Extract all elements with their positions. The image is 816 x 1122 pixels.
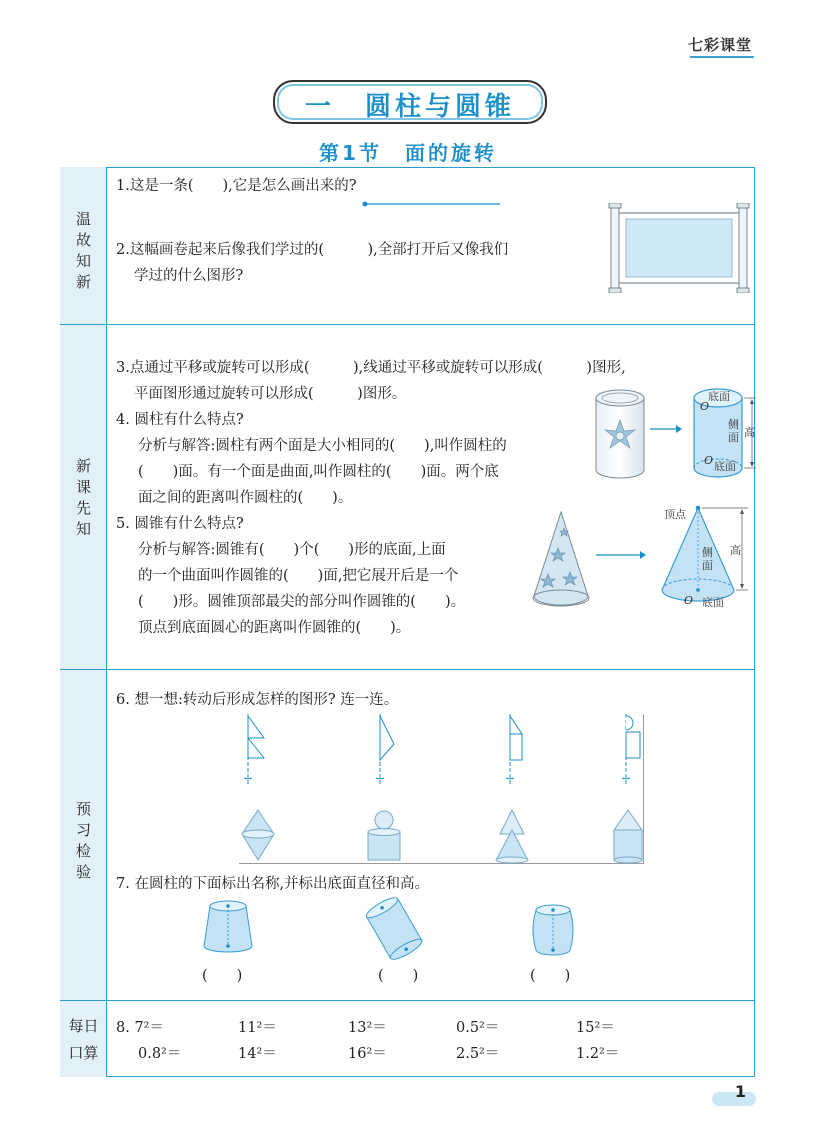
question-5-answer-4: 顶点到底面圆心的距离叫作圆锥的( )。 [138, 620, 411, 636]
side-label-check: 预习检验 [75, 800, 91, 881]
side-label-preview: 新课先知 [75, 457, 91, 538]
question-2-line1: 2.这幅画卷起来后像我们学过的( ),全部打开后又像我们 [116, 242, 509, 258]
chapter-title-box [273, 80, 547, 124]
chapter-title: 一 圆柱与圆锥 [304, 92, 515, 122]
cylinder-label-height: 高 [744, 426, 755, 439]
calc-1-2: 11²＝ [238, 1020, 277, 1036]
question-1: 1.这是一条( ),它是怎么画出来的? [116, 178, 357, 194]
calc-2-1: 0.8²＝ [138, 1046, 182, 1062]
sphere-on-cylinder-solid [364, 808, 404, 864]
side-cell-preview [60, 324, 107, 669]
side-label-review: 温故知新 [75, 210, 91, 291]
question-5-answer-2: 的一个曲面叫作圆锥的( )面,把它展开后是一个 [138, 568, 459, 584]
cone-label-height: 高 [730, 544, 741, 557]
matching-area [239, 714, 644, 864]
cone-on-cylinder-solid [610, 808, 646, 864]
arrow-icon-cylinder [648, 422, 682, 436]
calc-2-4: 2.5²＝ [456, 1046, 500, 1062]
calc-1-3: 13²＝ [348, 1020, 387, 1036]
calc-1-1: 8. 7²＝ [116, 1020, 164, 1036]
question-4-answer-2: ( )面。有一个面是曲面,叫作圆柱的( )面。两个底 [138, 464, 499, 480]
cylinder-label-o-bottom: O [704, 454, 714, 467]
question-4: 4. 圆柱有什么特点? [116, 412, 244, 428]
party-hat-cone-picture [530, 508, 592, 610]
side-label-mental-1: 每日 [68, 1017, 99, 1035]
rotation-shape-2 [370, 714, 400, 790]
cylinder-rounded [528, 900, 578, 958]
question-4-answer-1: 分析与解答:圆柱有两个面是大小相同的( ),叫作圆柱的 [138, 438, 507, 454]
question-5-answer-1: 分析与解答:圆锥有( )个( )形的底面,上面 [138, 542, 446, 558]
cone-label-bottom: 底面 [702, 596, 724, 609]
cone-label-side: 侧面 [702, 546, 713, 572]
stacked-cones-solid [494, 808, 530, 864]
question-3-line2: 平面图形通过旋转可以形成( )图形。 [134, 386, 407, 402]
ray-figure [360, 198, 505, 210]
rotation-shape-1 [238, 714, 268, 790]
q7-blank-3[interactable]: ( ) [530, 968, 571, 984]
divider-3 [60, 1000, 755, 1001]
side-cell-mental [60, 1000, 107, 1077]
side-label-mental [60, 1016, 107, 1064]
cylinder-label-side: 侧面 [728, 418, 739, 444]
calc-2-2: 14²＝ [238, 1046, 277, 1062]
q7-blank-2[interactable]: ( ) [378, 968, 419, 984]
arrow-icon-cone [594, 548, 646, 562]
question-4-answer-3: 面之间的距离叫作圆柱的( )。 [138, 490, 353, 506]
calc-1-4: 0.5²＝ [456, 1020, 500, 1036]
question-6: 6. 想一想:转动后形成怎样的图形? 连一连。 [116, 692, 399, 708]
question-3-line1: 3.点通过平移或旋转可以形成( ),线通过平移或旋转可以形成( )图形, [116, 360, 626, 376]
question-7: 7. 在圆柱的下面标出名称,并标出底面直径和高。 [116, 876, 430, 892]
cylinder-upright [200, 898, 256, 958]
double-cone-solid [240, 808, 276, 864]
side-label-mental-2: 口算 [68, 1044, 99, 1062]
page-number: 1 [734, 1082, 746, 1101]
question-2-line2: 学过的什么图形? [134, 268, 244, 284]
cylinder-label-o-top: O [700, 400, 710, 413]
side-cell-check [60, 669, 107, 1000]
side-cell-review [60, 167, 107, 324]
rotation-shape-4 [616, 714, 646, 790]
calc-2-5: 1.2²＝ [576, 1046, 620, 1062]
q7-blank-1[interactable]: ( ) [202, 968, 243, 984]
cylinder-tilted [364, 896, 426, 960]
question-5: 5. 圆锥有什么特点? [116, 516, 244, 532]
brand-logo: 七彩课堂 [687, 36, 752, 54]
scroll-painting-icon [606, 203, 752, 293]
question-5-answer-3: ( )形。圆锥顶部最尖的部分叫作圆锥的( )。 [138, 594, 466, 610]
cone-label-apex: 顶点 [664, 508, 686, 521]
cylinder-label-top-base: 底面 [708, 390, 730, 403]
cylinder-label-bottom-base: 底面 [714, 460, 736, 473]
calc-1-5: 15²＝ [576, 1020, 615, 1036]
can-cylinder-picture [592, 386, 648, 482]
cone-label-o: O [684, 594, 694, 607]
calc-2-3: 16²＝ [348, 1046, 387, 1062]
rotation-shape-3 [500, 714, 530, 790]
divider-2 [60, 669, 755, 670]
section-title: 第1节 面的旋转 [319, 141, 497, 165]
divider-1 [60, 324, 755, 325]
brand-underline [690, 56, 754, 58]
